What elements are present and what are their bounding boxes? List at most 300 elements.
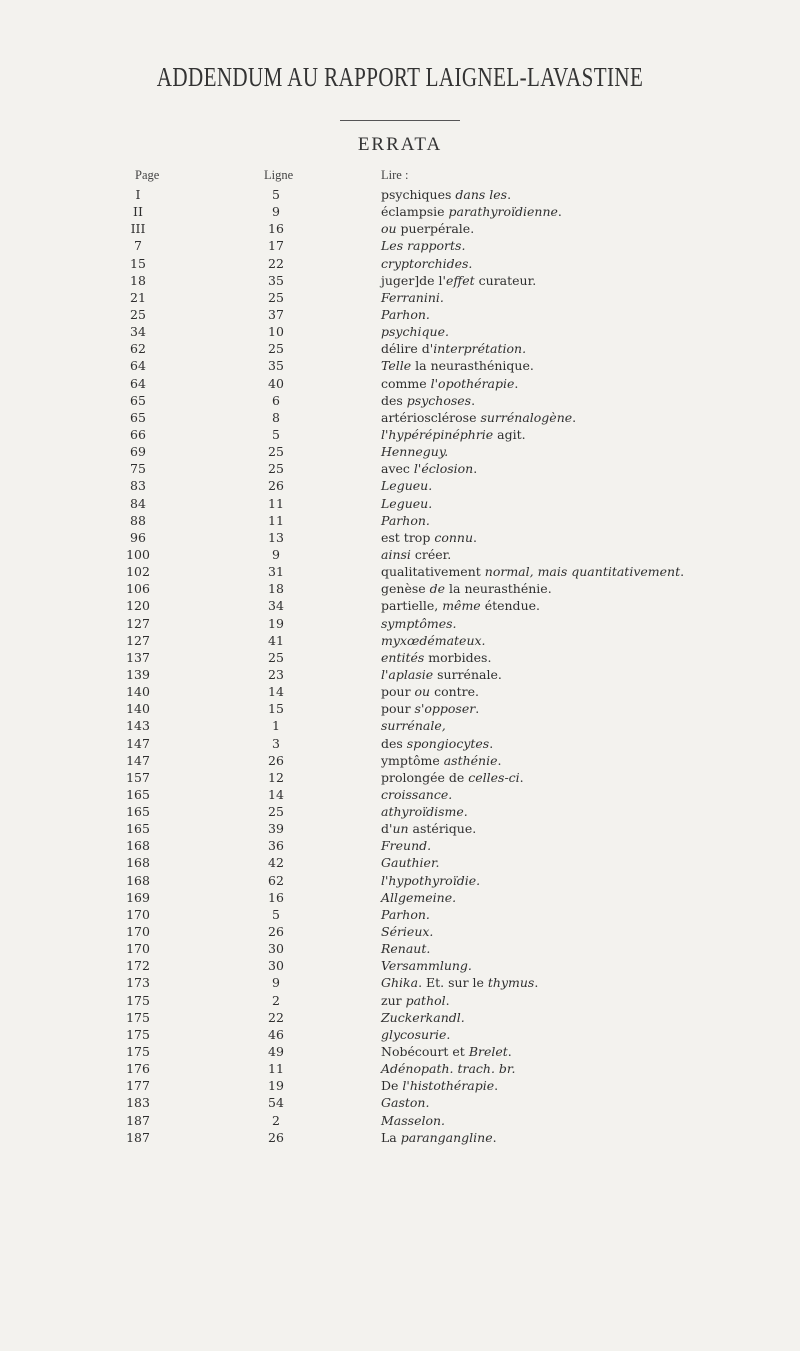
table-row <box>0 1060 800 1077</box>
table-row <box>0 375 800 392</box>
italic-segment: Legueu. <box>381 478 433 494</box>
table-row <box>0 1112 800 1129</box>
line-number: 25 <box>268 461 284 477</box>
line-number: 1 <box>272 718 280 734</box>
line-number: 26 <box>268 924 284 940</box>
line-number: 19 <box>268 1078 284 1094</box>
italic-segment: connu <box>434 529 473 545</box>
line-number: 22 <box>268 1009 284 1025</box>
text-segment: genèse <box>381 581 430 597</box>
line-number: 9 <box>272 546 280 562</box>
table-row <box>0 392 800 409</box>
line-number: 35 <box>268 358 284 374</box>
italic-segment: l'histothérapie <box>402 1078 495 1094</box>
correction-text <box>381 546 451 563</box>
text-segment: comme <box>381 375 431 391</box>
page-number: 143 <box>126 718 150 734</box>
italic-segment: surrénalogène <box>480 409 573 425</box>
text-segment: . <box>445 992 450 1008</box>
correction-text <box>381 803 468 820</box>
italic-segment: Henneguy. <box>381 444 449 460</box>
line-number: 25 <box>268 289 284 305</box>
line-number: 10 <box>268 324 284 340</box>
text-segment: des <box>381 735 407 751</box>
text-segment: ymptôme <box>381 752 444 768</box>
text-segment: La <box>381 1129 401 1145</box>
correction-text <box>381 186 511 203</box>
text-segment: . <box>473 461 478 477</box>
text-segment: . <box>519 769 524 785</box>
italic-segment: Versammlung. <box>381 958 472 974</box>
line-number: 11 <box>268 1061 284 1077</box>
italic-segment: Legueu. <box>381 495 433 511</box>
italic-segment: Adénopath. trach. br. <box>381 1061 516 1077</box>
italic-segment: l'hypérépinéphrie <box>381 426 494 442</box>
italic-segment: dans les <box>455 187 508 202</box>
line-number: 5 <box>272 426 280 442</box>
line-number: 19 <box>268 615 284 631</box>
page-number: 175 <box>126 992 150 1008</box>
table-row <box>0 323 800 340</box>
page-number: II <box>133 204 143 220</box>
table-row <box>0 546 800 563</box>
page-number: 165 <box>126 786 150 802</box>
correction-text <box>381 1043 512 1060</box>
italic-segment: normal, mais quantitativement <box>484 564 681 580</box>
table-row <box>0 889 800 906</box>
italic-segment: effet <box>445 272 475 288</box>
italic-segment: psychoses <box>406 392 472 408</box>
correction-text <box>381 957 472 974</box>
table-row <box>0 203 800 220</box>
correction-text <box>381 563 684 580</box>
italic-segment: psychique. <box>381 324 449 340</box>
text-segment: . Et. sur le <box>418 975 488 991</box>
italic-segment: myxœdémateux. <box>381 632 486 648</box>
table-row <box>0 923 800 940</box>
page-number: 170 <box>126 941 150 957</box>
table-row <box>0 512 800 529</box>
page-number: 170 <box>126 924 150 940</box>
italic-segment: l'éclosion <box>413 461 474 477</box>
italic-segment: asthénie <box>443 752 498 768</box>
line-number: 62 <box>268 872 284 888</box>
table-row <box>0 803 800 820</box>
page-title: ADDENDUM AU RAPPORT LAIGNEL-LAVASTINE <box>156 62 644 92</box>
line-number: 9 <box>272 204 280 220</box>
correction-text <box>381 786 452 803</box>
correction-text <box>381 769 524 786</box>
text-segment: De <box>381 1078 403 1094</box>
table-row <box>0 340 800 357</box>
table-row <box>0 1129 800 1146</box>
text-segment: délire d' <box>381 341 434 357</box>
correction-text <box>381 203 562 220</box>
table-row <box>0 529 800 546</box>
column-header-ligne: Ligne <box>264 168 294 182</box>
line-number: 25 <box>268 341 284 357</box>
page-number: 147 <box>126 752 150 768</box>
text-segment: . <box>514 375 519 391</box>
page-number: 64 <box>130 375 146 391</box>
page-number: 137 <box>126 649 150 665</box>
table-row <box>0 1077 800 1094</box>
italic-segment: l'opothérapie <box>430 375 515 391</box>
page-number: I <box>135 187 141 202</box>
italic-segment: glycosurie. <box>381 1026 451 1042</box>
page-number: 168 <box>126 872 150 888</box>
table-row <box>0 220 800 237</box>
correction-text <box>381 752 501 769</box>
correction-text <box>381 220 474 237</box>
line-number: 26 <box>268 752 284 768</box>
correction-text <box>381 375 518 392</box>
italic-segment: Parhon. <box>381 512 430 528</box>
errata-table <box>0 186 800 1146</box>
italic-segment: un <box>392 821 409 837</box>
text-segment: pour <box>381 684 415 700</box>
text-segment: avec <box>381 461 414 477</box>
italic-segment: ou <box>414 684 431 700</box>
column-header-page: Page <box>135 168 160 182</box>
page-number: 176 <box>126 1061 150 1077</box>
italic-segment: entités <box>381 649 425 665</box>
correction-text <box>381 340 526 357</box>
table-row <box>0 992 800 1009</box>
italic-segment: interprétation. <box>433 341 527 357</box>
table-row <box>0 1026 800 1043</box>
page-number: III <box>130 221 146 237</box>
line-number: 14 <box>268 786 284 802</box>
correction-text <box>381 512 430 529</box>
line-number: 30 <box>268 941 284 957</box>
text-segment: est trop <box>381 529 435 545</box>
correction-text <box>381 443 448 460</box>
table-row <box>0 477 800 494</box>
table-row <box>0 443 800 460</box>
text-segment: artériosclérose <box>381 409 481 425</box>
table-row <box>0 409 800 426</box>
italic-segment: Masselon. <box>381 1112 446 1128</box>
line-number: 5 <box>272 906 280 922</box>
italic-segment: Parhon. <box>381 306 430 322</box>
text-segment: éclampsie <box>381 204 449 220</box>
line-number: 37 <box>268 306 284 322</box>
page-number: 100 <box>126 546 150 562</box>
line-number: 11 <box>268 512 284 528</box>
text-segment: qualitativement <box>381 564 485 580</box>
text-segment: . <box>497 752 502 768</box>
line-number: 49 <box>268 1044 284 1060</box>
line-number: 25 <box>268 804 284 820</box>
italic-segment: de <box>429 581 446 597</box>
italic-segment: Brelet <box>468 1044 508 1060</box>
line-number: 9 <box>272 975 280 991</box>
page-number: 66 <box>130 426 146 442</box>
page-number: 168 <box>126 838 150 854</box>
text-segment: la neurasthénie. <box>445 581 552 597</box>
text-segment: surrénale. <box>433 666 502 682</box>
text-segment: astérique. <box>408 821 477 837</box>
italic-segment: Parhon. <box>381 906 430 922</box>
correction-text <box>381 906 430 923</box>
line-number: 14 <box>268 684 284 700</box>
table-row <box>0 957 800 974</box>
correction-text <box>381 854 440 871</box>
text-segment: . <box>680 564 685 580</box>
italic-segment: surrénale, <box>381 718 446 734</box>
table-row <box>0 357 800 374</box>
italic-segment: l'aplasie <box>381 666 434 682</box>
line-number: 15 <box>268 701 284 717</box>
text-segment: . <box>492 1129 497 1145</box>
italic-segment: même <box>442 598 481 614</box>
page-number: 25 <box>130 306 146 322</box>
table-row <box>0 1094 800 1111</box>
page-number: 169 <box>126 889 150 905</box>
text-segment: zur <box>381 992 406 1008</box>
table-row <box>0 306 800 323</box>
table-row <box>0 717 800 734</box>
line-number: 16 <box>268 221 284 237</box>
correction-text <box>381 306 430 323</box>
text-segment: . <box>489 735 494 751</box>
correction-text <box>381 837 431 854</box>
italic-segment: Ghika <box>381 975 419 991</box>
table-row <box>0 854 800 871</box>
table-row <box>0 700 800 717</box>
table-row <box>0 255 800 272</box>
text-segment: psychiques <box>381 187 456 202</box>
table-row <box>0 272 800 289</box>
text-segment: . <box>473 529 477 545</box>
line-number: 18 <box>268 581 284 597</box>
page-number: 175 <box>126 1026 150 1042</box>
text-segment: . <box>534 975 539 991</box>
page-number: 173 <box>126 975 150 991</box>
correction-text <box>381 272 536 289</box>
text-segment: des <box>381 392 407 408</box>
correction-text <box>381 392 475 409</box>
italic-segment: ainsi <box>381 546 411 562</box>
text-segment: contre. <box>430 684 480 700</box>
page-number: 7 <box>134 238 142 254</box>
table-row <box>0 495 800 512</box>
page-number: 175 <box>126 1009 150 1025</box>
correction-text <box>381 1026 450 1043</box>
italic-segment: Zuckerkandl. <box>381 1009 465 1025</box>
table-row <box>0 426 800 443</box>
text-segment: d' <box>381 821 393 837</box>
correction-text <box>381 495 432 512</box>
correction-text <box>381 237 465 254</box>
correction-text <box>381 1094 429 1111</box>
line-number: 11 <box>268 495 284 511</box>
correction-text <box>381 615 457 632</box>
table-row <box>0 837 800 854</box>
line-number: 31 <box>268 564 284 580</box>
correction-text <box>381 460 477 477</box>
text-segment: . <box>507 187 512 202</box>
italic-segment: ou <box>381 221 397 237</box>
text-segment: . <box>471 392 476 408</box>
title-divider <box>340 120 460 121</box>
page-number: 65 <box>130 409 146 425</box>
table-row <box>0 786 800 803</box>
page-number: 168 <box>126 855 150 871</box>
correction-text <box>381 889 456 906</box>
line-number: 54 <box>268 1095 284 1111</box>
line-number: 23 <box>268 666 284 682</box>
line-number: 26 <box>268 1129 284 1145</box>
text-segment: . <box>475 701 480 717</box>
page-number: 62 <box>130 341 146 357</box>
page-number: 64 <box>130 358 146 374</box>
page-number: 83 <box>130 478 146 494</box>
page-number: 18 <box>130 272 146 288</box>
page-number: 96 <box>130 529 146 545</box>
table-row <box>0 666 800 683</box>
italic-segment: Gaston. <box>381 1095 430 1111</box>
italic-segment: spongiocytes <box>406 735 490 751</box>
table-row <box>0 460 800 477</box>
table-row <box>0 974 800 991</box>
italic-segment: Telle <box>381 358 412 374</box>
text-segment: . <box>507 1044 512 1060</box>
line-number: 34 <box>268 598 284 614</box>
line-number: 2 <box>272 1112 280 1128</box>
page-number: 84 <box>130 495 146 511</box>
line-number: 36 <box>268 838 284 854</box>
page-number: 127 <box>126 632 150 648</box>
page-number: 34 <box>130 324 146 340</box>
correction-text <box>381 735 493 752</box>
page-number: 170 <box>126 906 150 922</box>
table-row <box>0 906 800 923</box>
italic-segment: Gauthier. <box>381 855 440 871</box>
correction-text <box>381 357 534 374</box>
text-segment: puerpérale. <box>396 221 475 237</box>
italic-segment: Les rapports. <box>381 238 466 254</box>
text-segment: prolongée de <box>381 769 469 785</box>
text-segment: créer. <box>410 546 452 562</box>
line-number: 39 <box>268 821 284 837</box>
line-number: 26 <box>268 478 284 494</box>
table-row <box>0 735 800 752</box>
page-number: 187 <box>126 1112 150 1128</box>
italic-segment: thymus <box>487 975 535 991</box>
correction-text <box>381 1060 516 1077</box>
page-number: 120 <box>126 598 150 614</box>
italic-segment: athyroïdisme. <box>381 804 468 820</box>
italic-segment: Renaut. <box>381 941 431 957</box>
text-segment: pour <box>381 701 415 717</box>
text-segment: juger]de l' <box>381 272 446 288</box>
table-row <box>0 649 800 666</box>
line-number: 40 <box>268 375 284 391</box>
italic-segment: croissance. <box>381 786 453 802</box>
correction-text <box>381 409 576 426</box>
page-number: 187 <box>126 1129 150 1145</box>
italic-segment: Sérieux. <box>381 924 434 940</box>
page-number: 21 <box>130 289 146 305</box>
correction-text <box>381 940 430 957</box>
line-number: 35 <box>268 272 284 288</box>
line-number: 46 <box>268 1026 284 1042</box>
correction-text <box>381 255 472 272</box>
correction-text <box>381 683 479 700</box>
correction-text <box>381 974 538 991</box>
line-number: 3 <box>272 735 280 751</box>
italic-segment: parathyroïdienne <box>448 204 558 220</box>
italic-segment: cryptorchides. <box>381 255 473 271</box>
line-number: 25 <box>268 649 284 665</box>
table-row <box>0 820 800 837</box>
page-number: 147 <box>126 735 150 751</box>
correction-text <box>381 477 432 494</box>
italic-segment: Allgemeine. <box>381 889 457 905</box>
table-row <box>0 1043 800 1060</box>
table-row <box>0 563 800 580</box>
table-row <box>0 683 800 700</box>
table-row <box>0 940 800 957</box>
page-number: 15 <box>130 255 146 271</box>
page-number: 157 <box>126 769 150 785</box>
correction-text <box>381 992 450 1009</box>
table-row <box>0 289 800 306</box>
table-row <box>0 1009 800 1026</box>
page-number: 139 <box>126 666 150 682</box>
correction-text <box>381 820 476 837</box>
line-number: 2 <box>272 992 280 1008</box>
table-row <box>0 632 800 649</box>
table-row <box>0 752 800 769</box>
page-number: 69 <box>130 444 146 460</box>
page-number: 165 <box>126 804 150 820</box>
page-number: 175 <box>126 1044 150 1060</box>
page-number: 183 <box>126 1095 150 1111</box>
correction-text <box>381 289 444 306</box>
correction-text <box>381 717 446 734</box>
page-number: 165 <box>126 821 150 837</box>
italic-segment: Ferranini. <box>381 289 444 305</box>
page-number: 127 <box>126 615 150 631</box>
line-number: 13 <box>268 529 284 545</box>
table-row <box>0 580 800 597</box>
correction-text <box>381 632 486 649</box>
table-row <box>0 597 800 614</box>
correction-text <box>381 923 433 940</box>
correction-text <box>381 323 449 340</box>
page-number: 65 <box>130 392 146 408</box>
text-segment: . <box>572 409 577 425</box>
line-number: 22 <box>268 255 284 271</box>
correction-text <box>381 1009 465 1026</box>
correction-text <box>381 1112 445 1129</box>
page-number: 140 <box>126 684 150 700</box>
italic-segment: pathol <box>405 992 446 1008</box>
correction-text <box>381 580 552 597</box>
line-number: 17 <box>268 238 284 254</box>
text-segment: . <box>494 1078 499 1094</box>
italic-segment: s'opposer <box>414 701 476 717</box>
correction-text <box>381 666 502 683</box>
line-number: 16 <box>268 889 284 905</box>
correction-text <box>381 872 480 889</box>
text-segment: agit. <box>493 426 526 442</box>
table-row <box>0 186 800 203</box>
italic-segment: Freund. <box>381 838 432 854</box>
